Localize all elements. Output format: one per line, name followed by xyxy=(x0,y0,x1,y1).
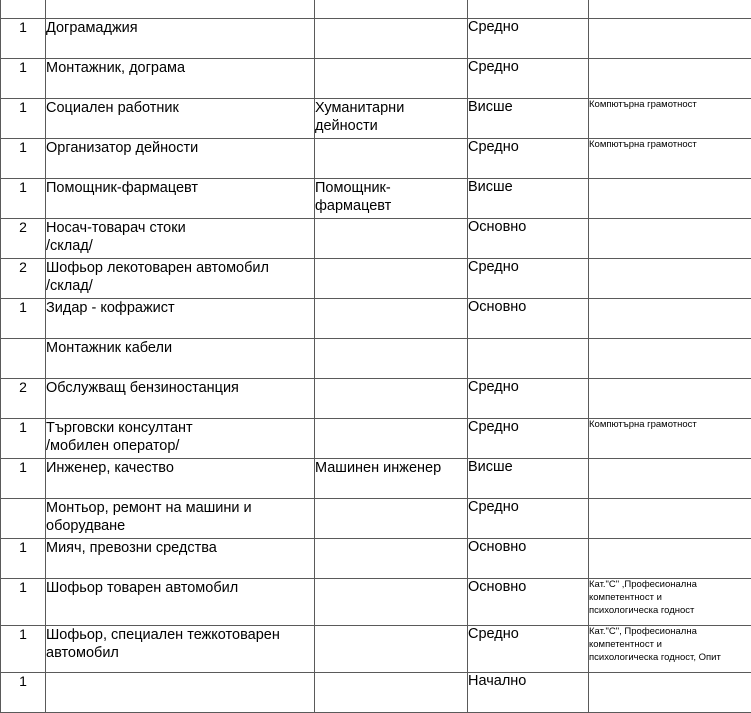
position-line-1: Помощник-фармацевт xyxy=(46,180,199,196)
position-line-1: Шофьор, специален тежкотоварен xyxy=(46,627,280,643)
position-line-1: Монтьор, ремонт на машини и xyxy=(46,500,252,516)
cell-education-field xyxy=(315,259,468,299)
cell-position xyxy=(46,459,315,499)
cell-education-level: Средно xyxy=(468,379,589,419)
cell-position xyxy=(46,499,315,539)
position-line-1: Носач-товарач стоки xyxy=(46,220,186,236)
table-row[interactable] xyxy=(1,259,751,299)
cell-requirements xyxy=(589,99,751,139)
cell-requirements xyxy=(589,0,751,19)
cell-count: 1 xyxy=(1,59,46,99)
table-row[interactable] xyxy=(1,499,751,539)
cell-count: 2 xyxy=(1,379,46,419)
requirements-line-3: психологическа годност xyxy=(589,604,695,616)
requirements-line-2: компетентност и xyxy=(589,591,662,603)
cell-requirements xyxy=(589,626,751,673)
cell-education-level: Средно xyxy=(468,59,589,99)
position-line-1: Социален работник xyxy=(46,100,179,116)
cell-position xyxy=(46,539,315,579)
cell-count xyxy=(1,499,46,539)
cell-count: 1 xyxy=(1,99,46,139)
cell-requirements xyxy=(589,59,751,99)
cell-count: 1 xyxy=(1,579,46,626)
cell-requirements xyxy=(589,379,751,419)
cell-count: 1 xyxy=(1,299,46,339)
cell-count: 1 xyxy=(1,179,46,219)
cell-position xyxy=(46,59,315,99)
cell-count: 1 xyxy=(1,539,46,579)
cell-position xyxy=(46,139,315,179)
table-row[interactable] xyxy=(1,579,751,626)
cell-count xyxy=(1,0,46,19)
cell-education-field xyxy=(315,626,468,673)
cell-requirements xyxy=(589,179,751,219)
cell-education-field xyxy=(315,0,468,19)
cell-education-level xyxy=(468,339,589,379)
education-field-line-1: Помощник- xyxy=(315,180,391,196)
requirements-line-3: психологическа годност, Опит xyxy=(589,651,721,663)
requirements-line-1: Компютърна грамотност xyxy=(589,99,697,110)
cell-education-field xyxy=(315,219,468,259)
cell-education-level: Средно xyxy=(468,499,589,539)
requirements-line-1: Компютърна грамотност xyxy=(589,419,697,430)
cell-requirements xyxy=(589,339,751,379)
cell-education-level: Висше xyxy=(468,99,589,139)
cell-requirements xyxy=(589,499,751,539)
cell-requirements xyxy=(589,419,751,459)
cell-education-field xyxy=(315,459,468,499)
position-line-1: Инженер, качество xyxy=(46,460,174,476)
cell-education-field xyxy=(315,299,468,339)
table-row[interactable] xyxy=(1,626,751,673)
cell-count: 1 xyxy=(1,673,46,713)
position-line-1: Мияч, превозни средства xyxy=(46,540,217,556)
cell-education-field xyxy=(315,579,468,626)
cell-position xyxy=(46,339,315,379)
cell-requirements xyxy=(589,459,751,499)
cell-position xyxy=(46,419,315,459)
table-row[interactable] xyxy=(1,379,751,419)
table-row[interactable] xyxy=(1,219,751,259)
position-line-2: /склад/ xyxy=(46,238,93,255)
cell-education-level xyxy=(468,0,589,19)
cell-education-level: Начално xyxy=(468,673,589,713)
cell-requirements xyxy=(589,19,751,59)
requirements-line-1: Компютърна грамотност xyxy=(589,139,697,150)
position-line-2: /мобилен оператор/ xyxy=(46,438,180,455)
table-row[interactable] xyxy=(1,19,751,59)
table-row[interactable] xyxy=(1,539,751,579)
education-field-line-1: Машинен инженер xyxy=(315,460,442,476)
position-line-1: Шофьор товарен автомобил xyxy=(46,580,239,596)
cell-education-level: Средно xyxy=(468,419,589,459)
cell-education-field xyxy=(315,539,468,579)
education-field-line-1: Хуманитарни xyxy=(315,100,405,116)
cell-position xyxy=(46,579,315,626)
cell-requirements xyxy=(589,579,751,626)
cell-education-level: Висше xyxy=(468,459,589,499)
cell-requirements xyxy=(589,259,751,299)
cell-education-level: Основно xyxy=(468,539,589,579)
requirements-line-1: Кат."С" ,Професионална xyxy=(589,579,697,590)
table-row[interactable] xyxy=(1,299,751,339)
position-line-2: автомобил xyxy=(46,645,119,662)
cell-education-field xyxy=(315,419,468,459)
table-body xyxy=(1,0,751,713)
requirements-line-1: Кат."С", Професионална xyxy=(589,626,697,637)
cell-education-field xyxy=(315,139,468,179)
cell-count: 2 xyxy=(1,219,46,259)
cell-education-level: Средно xyxy=(468,626,589,673)
cell-education-field xyxy=(315,19,468,59)
cell-requirements xyxy=(589,219,751,259)
table-row[interactable] xyxy=(1,179,751,219)
cell-education-field xyxy=(315,499,468,539)
cell-position xyxy=(46,179,315,219)
cell-requirements xyxy=(589,139,751,179)
table-row[interactable] xyxy=(1,139,751,179)
table-row[interactable] xyxy=(1,673,751,713)
cell-education-level: Средно xyxy=(468,19,589,59)
position-line-1: Монтажник кабели xyxy=(46,340,173,356)
table-row[interactable] xyxy=(1,59,751,99)
cell-education-level: Основно xyxy=(468,299,589,339)
cell-education-field xyxy=(315,99,468,139)
cell-requirements xyxy=(589,673,751,713)
cell-position xyxy=(46,379,315,419)
cell-position xyxy=(46,299,315,339)
cell-position xyxy=(46,626,315,673)
table-row[interactable] xyxy=(1,419,751,459)
cell-position xyxy=(46,259,315,299)
cell-education-level: Висше xyxy=(468,179,589,219)
position-line-2: оборудване xyxy=(46,518,126,535)
cell-education-field xyxy=(315,179,468,219)
cell-education-field xyxy=(315,59,468,99)
table-row[interactable] xyxy=(1,339,751,379)
requirements-line-2: компетентност и xyxy=(589,638,662,650)
education-field-line-2: фармацевт xyxy=(315,198,392,215)
cell-count xyxy=(1,339,46,379)
cell-requirements xyxy=(589,539,751,579)
cell-count: 1 xyxy=(1,419,46,459)
education-field-line-2: дейности xyxy=(315,118,378,135)
position-line-2: /склад/ xyxy=(46,278,93,295)
table-row[interactable] xyxy=(1,0,751,19)
cell-count: 1 xyxy=(1,19,46,59)
cell-count: 1 xyxy=(1,139,46,179)
position-line-1: Организатор дейности xyxy=(46,140,199,156)
cell-education-field xyxy=(315,379,468,419)
cell-education-level: Основно xyxy=(468,219,589,259)
cell-position xyxy=(46,219,315,259)
cell-requirements xyxy=(589,299,751,339)
cell-education-level: Основно xyxy=(468,579,589,626)
cell-count: 1 xyxy=(1,459,46,499)
table-row[interactable] xyxy=(1,99,751,139)
cell-education-field xyxy=(315,339,468,379)
cell-position xyxy=(46,19,315,59)
position-line-1: Дограмаджия xyxy=(46,20,138,36)
position-line-1: Монтажник, дограма xyxy=(46,60,186,76)
cell-count: 2 xyxy=(1,259,46,299)
position-line-1: Търговски консултант xyxy=(46,420,193,436)
cell-education-level: Средно xyxy=(468,259,589,299)
cell-education-level: Средно xyxy=(468,139,589,179)
cell-education-field xyxy=(315,673,468,713)
cell-position xyxy=(46,99,315,139)
position-line-1: Зидар - кофражист xyxy=(46,300,175,316)
table-row[interactable] xyxy=(1,459,751,499)
cell-position xyxy=(46,0,315,19)
cell-position xyxy=(46,673,315,713)
cell-count: 1 xyxy=(1,626,46,673)
position-line-1: Обслужващ бензиностанция xyxy=(46,380,239,396)
position-line-1: Шофьор лекотоварен автомобил xyxy=(46,260,269,276)
